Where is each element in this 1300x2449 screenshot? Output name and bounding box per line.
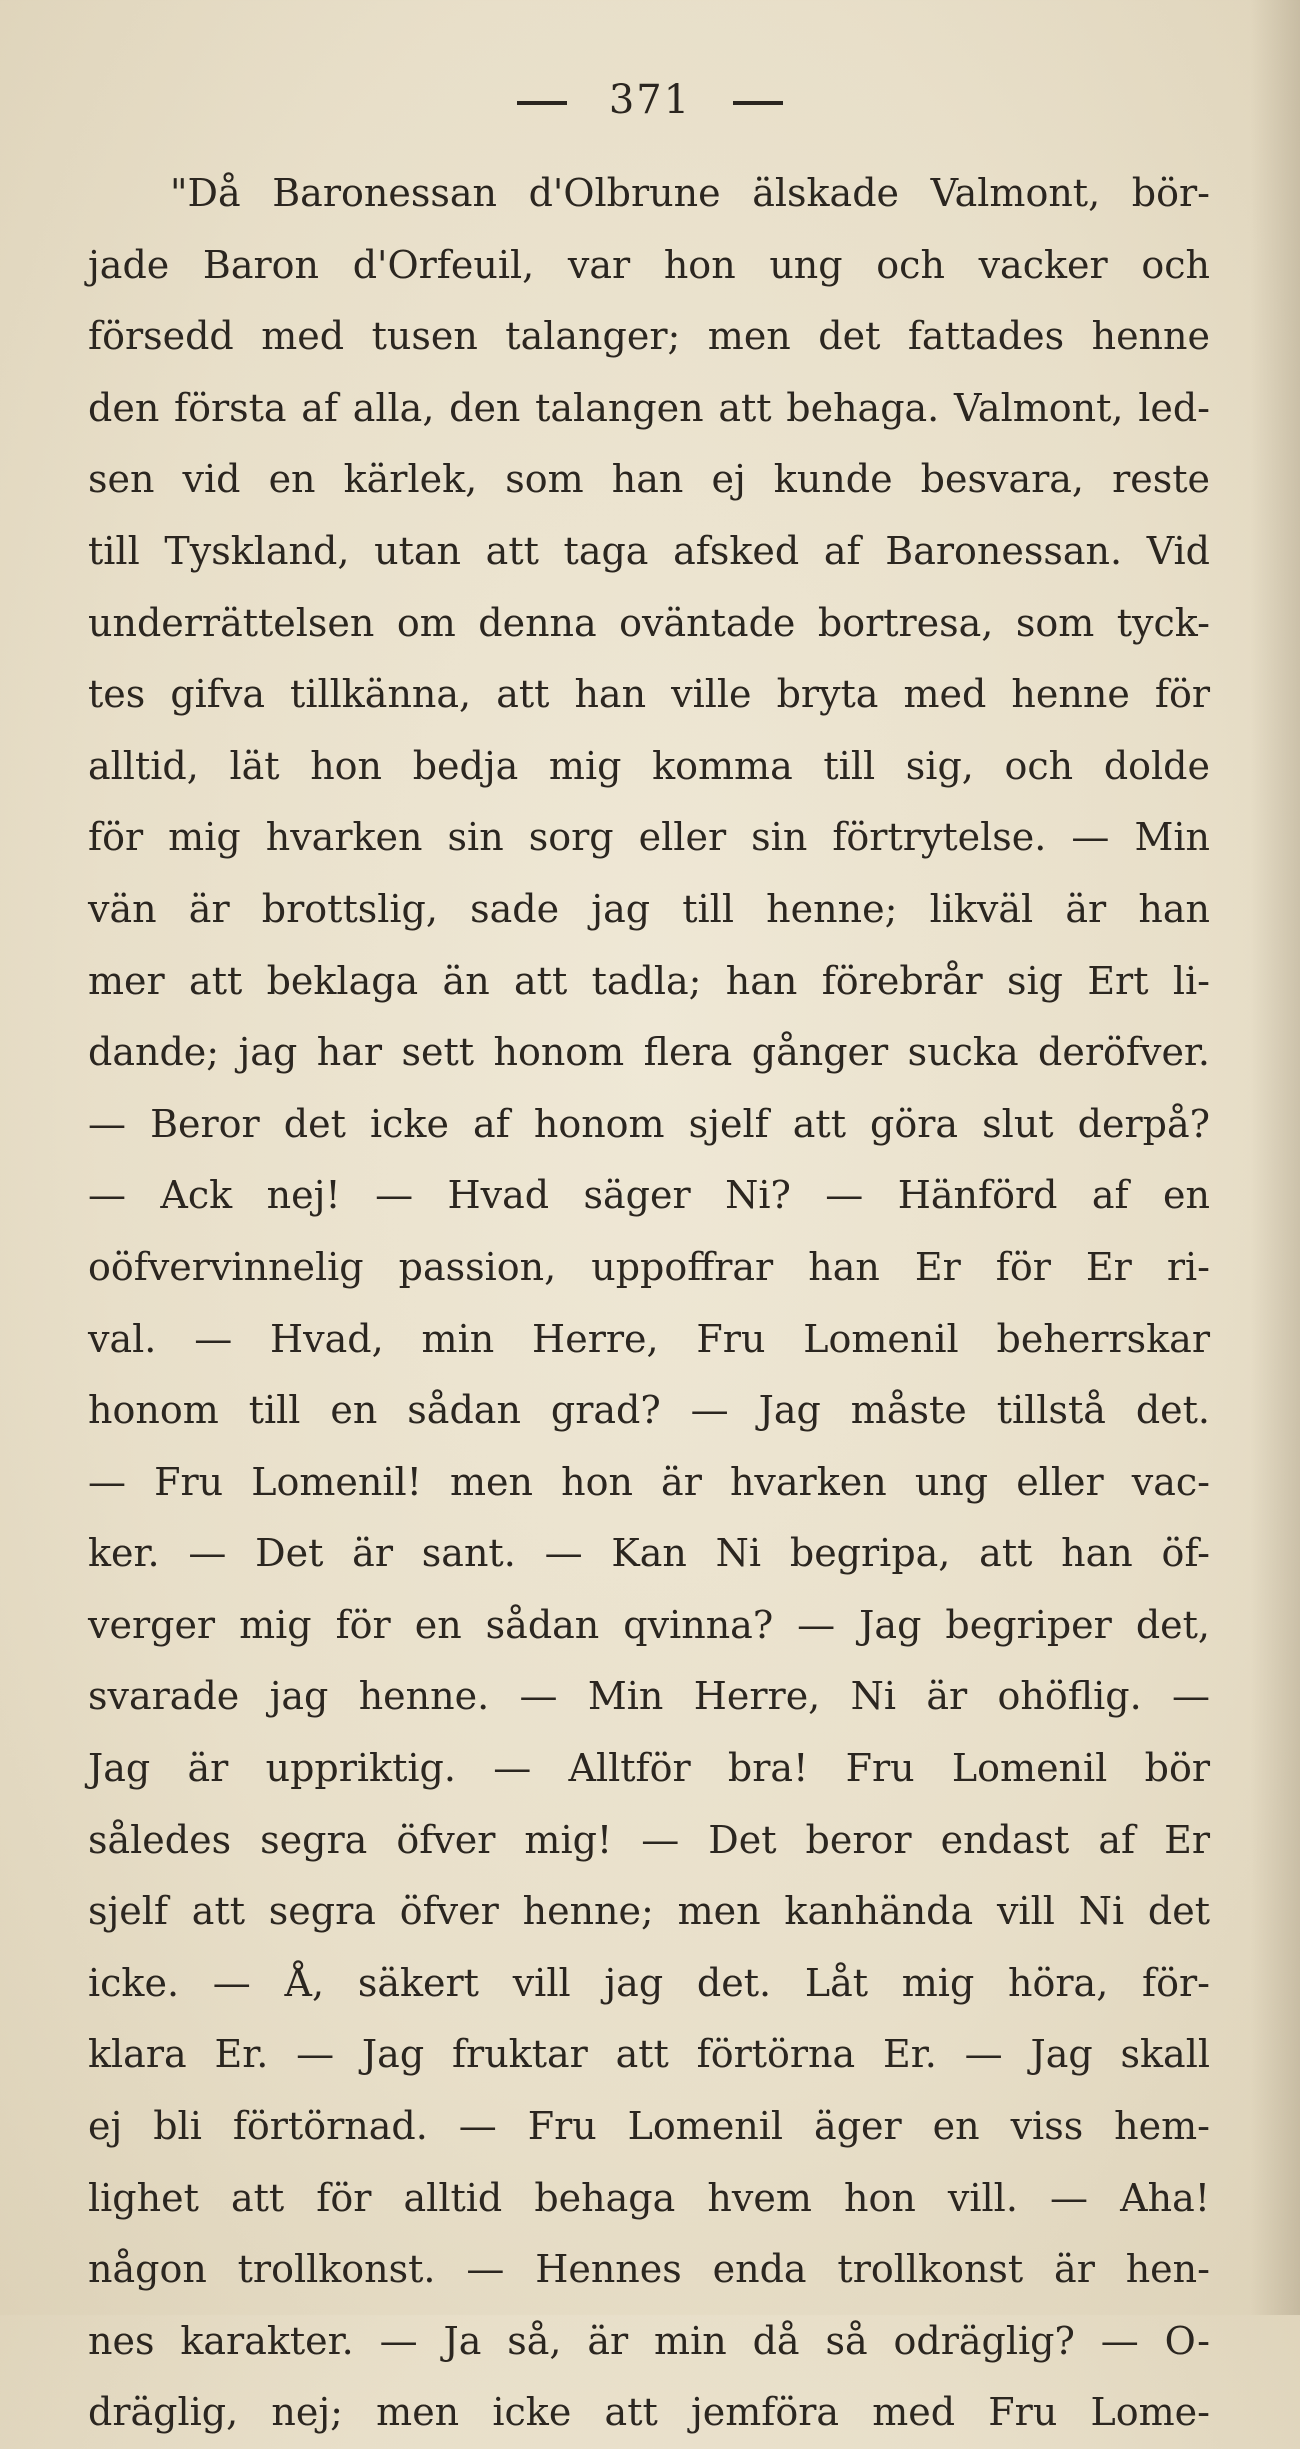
header-dash-right xyxy=(733,101,783,105)
text-line: sen vid en kärlek, som han ej kunde besvara, reste xyxy=(88,457,1210,502)
text-line: — Ack nej! — Hvad säger Ni? — Hänförd af en xyxy=(88,1173,1210,1218)
text-line: val. — Hvad, min Herre, Fru Lomenil beherrskar xyxy=(88,1316,1210,1361)
text-line: icke. — Å, säkert vill jag det. Låt mig höra, för- xyxy=(88,1960,1210,2005)
text-line: dräglig, nej; men icke att jemföra med Fru Lome- xyxy=(88,2390,1210,2435)
header-dash-left xyxy=(517,101,567,105)
text-line: försedd med tusen talanger; men det fattades henne xyxy=(88,314,1210,359)
text-line: underrättelsen om denna oväntade bortresa, som tyck- xyxy=(88,600,1210,645)
text-line: till Tyskland, utan att taga afsked af Baronessan. Vid xyxy=(88,528,1210,573)
page-number: 371 xyxy=(608,77,692,123)
body-text xyxy=(88,158,1210,2449)
text-line: Jag är uppriktig. — Alltför bra! Fru Lomenil bör xyxy=(88,1746,1210,1791)
text-line: för mig hvarken sin sorg eller sin förtrytelse. — Min xyxy=(88,815,1210,860)
text-line: nes karakter. — Ja så, är min då så odräglig? — O- xyxy=(88,2318,1210,2363)
text-line: alltid, lät hon bedja mig komma till sig, och dolde xyxy=(88,743,1210,788)
text-line: oöfvervinnelig passion, uppoffrar han Er för Er ri- xyxy=(88,1244,1210,1289)
text-line: honom till en sådan grad? — Jag måste tillstå det. xyxy=(88,1388,1210,1433)
text-line: ej bli förtörnad. — Fru Lomenil äger en viss hem- xyxy=(88,2104,1210,2149)
text-line: lighet att för alltid behaga hvem hon vill. — Aha! xyxy=(88,2175,1210,2220)
text-line: således segra öfver mig! — Det beror endast af Er xyxy=(88,1817,1210,1862)
text-line: sjelf att segra öfver henne; men kanhända vill Ni det xyxy=(88,1889,1210,1934)
text-line: tes gifva tillkänna, att han ville bryta med henne för xyxy=(88,672,1210,717)
text-line: klara Er. — Jag fruktar att förtörna Er. — Jag skall xyxy=(88,2032,1210,2077)
text-line: — Beror det icke af honom sjelf att göra slut derpå? xyxy=(88,1101,1210,1146)
text-line: mer att beklaga än att tadla; han förebrår sig Ert li- xyxy=(88,958,1210,1003)
text-line: ker. — Det är sant. — Kan Ni begripa, att han öf- xyxy=(88,1531,1210,1576)
text-line: verger mig för en sådan qvinna? — Jag begriper det, xyxy=(88,1602,1210,1647)
text-line: — Fru Lomenil! men hon är hvarken ung eller vac- xyxy=(88,1459,1210,1504)
text-line: någon trollkonst. — Hennes enda trollkonst är hen- xyxy=(88,2247,1210,2292)
text-line: "Då Baronessan d'Olbrune älskade Valmont, bör- xyxy=(170,171,1210,215)
text-line: jade Baron d'Orfeuil, var hon ung och vacker och xyxy=(88,242,1210,287)
text-line: den första af alla, den talangen att behaga. Valmont, led- xyxy=(88,385,1210,430)
text-line: vän är brottslig, sade jag till henne; likväl är han xyxy=(88,886,1210,931)
text-line: svarade jag henne. — Min Herre, Ni är ohöflig. — xyxy=(88,1674,1210,1719)
page-header xyxy=(0,70,1300,130)
text-line: dande; jag har sett honom flera gånger sucka deröfver. xyxy=(88,1030,1210,1075)
